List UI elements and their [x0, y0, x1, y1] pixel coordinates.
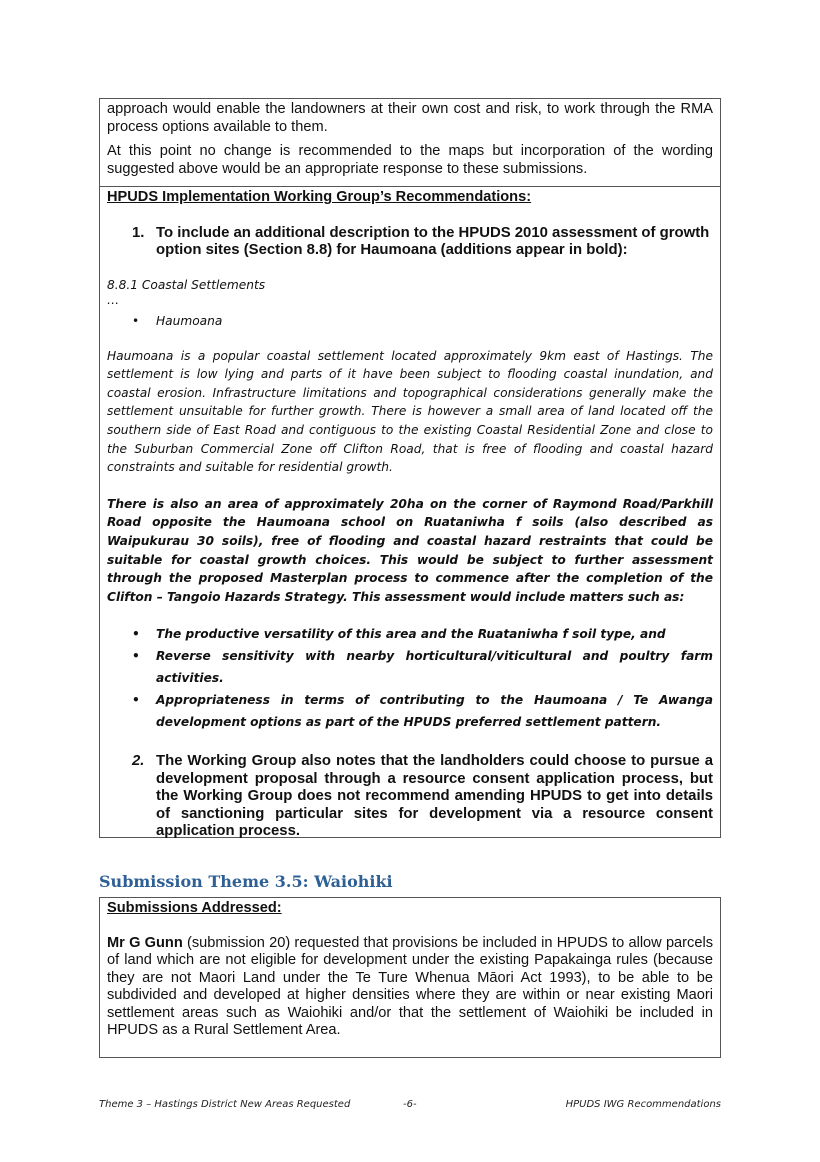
- recommendations-heading: HPUDS Implementation Working Group’s Recommendations:: [107, 189, 532, 205]
- subsection-title: 8.8.1 Coastal Settlements: [107, 277, 266, 292]
- list-item-text: Appropriateness in terms of contributing to the Haumoana / Te Awanga development options as part of the HPUDS preferred settlement pattern.: [156, 693, 713, 730]
- bullet-icon: •: [132, 649, 140, 664]
- footer-left: Theme 3 – Hastings District New Areas Requested: [99, 1099, 351, 1110]
- paragraph: approach would enable the landowners at their own cost and risk, to work through the RMA process options available to them.: [107, 101, 713, 135]
- bullet-item: [100, 312, 720, 331]
- list-item: [100, 623, 720, 645]
- submission-text: (submission 20) requested that provisions be included in HPUDS to allow parcels of land which are not eligible for development under the existing Papakainga rules (because they are not Maori Land under the Te Ture Whenua Māori Act 1993), to be able to be subdivided and developed at higher densities where they are within or near existing Maori settlement areas such as Waiohiki and/or that the settlement of Waiohiki be included in HPUDS as a Rural Settlement Area.: [107, 934, 713, 1038]
- section-title: Submission Theme 3.5: Waiohiki: [99, 872, 393, 891]
- submissions-box: [99, 897, 721, 1058]
- recommendation-item-1: [100, 225, 720, 260]
- haumoana-description: Haumoana is a popular coastal settlement located approximately 9km east of Hastings. The settlement is low lying and parts of it have been subject to flooding coastal inundation, and coastal erosion. Infrastructure limitations and topographical considerations generally make the settlement unsuitable for further growth. There is however a small area of land located off the southern side of East Road and contiguous to the existing Coastal Residential Zone and close to the Suburban Commercial Zone off Clifton Road, that is free of flooding and coastal hazard constraints and suitable for residential growth.: [107, 348, 713, 475]
- continued-text-box: [99, 98, 721, 187]
- bullet-icon: •: [132, 314, 140, 329]
- submitter-name: Mr G Gunn: [107, 934, 183, 951]
- item-text: To include an additional description to the HPUDS 2010 assessment of growth option sites (Section 8.8) for Haumoana (additions appear in bold):: [156, 224, 710, 258]
- submission-paragraph: [100, 935, 720, 1040]
- list-item: [100, 645, 720, 689]
- matters-list: [100, 623, 720, 733]
- recommendations-box: [99, 186, 721, 838]
- recommendation-item-2: [100, 753, 720, 841]
- bullet-icon: •: [132, 627, 140, 642]
- ellipsis: …: [107, 293, 120, 308]
- paragraph: At this point no change is recommended to the maps but incorporation of the wording suggested above would be an appropriate response to these submissions.: [107, 143, 713, 177]
- list-item: [100, 689, 720, 733]
- bullet-icon: •: [132, 693, 140, 708]
- item-number: 2.: [132, 753, 145, 770]
- list-item-text: Reverse sensitivity with nearby horticultural/viticultural and poultry farm activities.: [156, 649, 713, 686]
- footer-right: HPUDS IWG Recommendations: [565, 1099, 721, 1110]
- item-text: The Working Group also notes that the landholders could choose to pursue a development proposal through a resource consent application process, but the Working Group does not recommend amending HPUDS to get into details of sanctioning particular sites for development via a resource consent application process.: [156, 753, 713, 840]
- page-number: -6-: [403, 1099, 417, 1110]
- item-number: 1.: [132, 224, 145, 241]
- list-item-text: The productive versatility of this area and the Ruataniwha f soil type, and: [156, 627, 666, 642]
- bullet-text: Haumoana: [156, 314, 223, 329]
- submissions-heading: Submissions Addressed:: [107, 900, 282, 916]
- haumoana-addition: There is also an area of approximately 20ha on the corner of Raymond Road/Parkhill Road opposite the Haumoana school on Ruataniwha f soils (also described as Waipukurau 30 soils), free of flooding and coastal hazard restraints that could be suitable for coastal growth choices. This would be subject to further assessment through the proposed Masterplan process to commence after the completion of the Clifton – Tangoio Hazards Strategy. This assessment would include matters such as:: [107, 496, 713, 604]
